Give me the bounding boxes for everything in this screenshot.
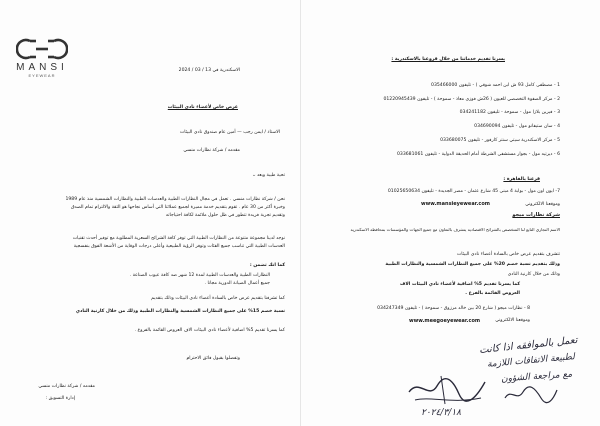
- letter-recipient: الاستاذ / ايمن رجب — أمين عام صندوق نادي البيئات: [179, 130, 280, 135]
- website-link[interactable]: www.meegoeyewear.com: [409, 318, 481, 324]
- body-line: وتقديم تجربة فريدة تتطور في ظل حلول ملائمة لكافة احتياجاته: [165, 213, 285, 218]
- meego-offer-line: وذلك بتقديم نسبة خصم 20% على جميع النظارات الشمسية والنظارات الطبية: [385, 262, 560, 267]
- handwritten-signature-icon: [401, 370, 491, 410]
- meego-offer-line: وذلك من خلال كارنية النادي: [507, 272, 560, 277]
- website-label: وموقعنا الالكتروني: [525, 202, 560, 207]
- meego-bonus-line: كما يسرنا تقديم 5% اضافية لأعضاء نادي البيئات الاف: [400, 282, 520, 287]
- signature-company: مقدمه / شركة نظارات منسي: [38, 384, 95, 389]
- body-line: وخبرة أكثر من 30 عام . تقوم بتقديم خدمة مميزة لجميع عملائنا التي أساس نجاحها هو الثقة والالتزام تمام الصدق: [70, 205, 285, 210]
- bonus-line: كما يسرنا تقديم 5% اضافية لأعضاء نادي البيئات الاف العروض القائمة بالفروع .: [134, 328, 285, 333]
- letter-page-right: [301, 0, 600, 426]
- mansi-logo-icon: [16, 38, 68, 60]
- letter-sender: مقدمه / شركة نظارات منسي: [183, 148, 240, 153]
- branch-item: 1 - مصطفى كامل 93 ش ابن احمد شوقي ) - تليفون 035466000: [431, 83, 560, 88]
- website-link[interactable]: www.mansieyewear.com: [421, 201, 490, 207]
- branch-item: 7- ايون اون مول - بوابة 4 مبنى 45 شارع عثمان - مصر الجديدة - تليفون 01025650634: [387, 189, 560, 194]
- body-line: نحن / شركة نظارات منسي . تعمل في مجال النظارات الطبية والعدسات الطبية والنظارات الشمسية منذ عام 1989: [65, 197, 285, 202]
- services-title: كما انك تضمن :: [249, 263, 285, 268]
- brand-name: MANSI: [16, 62, 68, 73]
- service-item: النظارات الطبية والعدسات الطبية لمدة 12 شهر ضد كافة عيوب الصناعة .: [129, 273, 270, 278]
- branch-item: 2 - مركز الصفوة التخصصي للعيون ( 26ش فوزي معاذ - سموحة ) - تليفون 01220945439: [383, 97, 560, 102]
- branch-item: 3 - فيرين بلازا مول - سموحة - تليفون 034241182: [459, 110, 560, 115]
- meego-title: شركة نظارات ميجو: [512, 212, 560, 218]
- offer-line: كما تشرفنا بتقديم عرض خاص بالسادة أعضاء نادي البيئات وذلك بتقديم: [151, 296, 285, 301]
- service-item: جميع أعمال الصيانة الدورية مجانا .: [204, 281, 270, 286]
- handwritten-note-line: مع مراجعة الشؤون: [500, 369, 573, 385]
- branch-item: 5 - مركز الاسكندرية سيتي سنتر كارفور - تليفون 033680075: [440, 138, 560, 143]
- meego-bonus-line: العروض القائمة بالفرع .: [465, 291, 520, 296]
- meego-offer-line: تتشرف بتقديم عرض خاص بالسادة أعضاء نادي البيئات: [456, 252, 560, 257]
- closing-line: وتفضلوا بقبول فائق الاحترام: [186, 356, 240, 361]
- branch-item: 8 - نظارات ميجو ( شارع 20 بين خالد مرزوق - سموحة ) - تليفون 034247349: [377, 306, 530, 311]
- offer-line: نسبة خصم 15% على جميع النظارات الشمسية والنظارات الطبية وذلك من خلال كارنية النادي: [75, 309, 285, 314]
- branch-item: 6 - ديرتيه مول - بجوار مستشفى الشرطة أمام الحديقة الدولية - تليفون 033681061: [396, 152, 560, 157]
- handwritten-note-line: لطبيعة الاتفاقات اللازمة: [486, 352, 576, 370]
- handwritten-date: ٢٠٢٤/٣/١٨: [421, 408, 461, 418]
- letter-date: الاسكندرية في 13 / 03 / 2024: [178, 68, 240, 73]
- meego-intro: الاسم التجاري التابع لنا المتخصص بالشرائح الاقتصادية يتشرف بالتعاون مع جميع الجهات والمؤسسات بمحافظة الاسكندرية: [350, 227, 560, 232]
- branch-item: 4 - سان ستيفانو مول - تليفون 034690094: [474, 124, 560, 129]
- website-label: وموقعنا الالكتروني: [495, 318, 530, 323]
- handwritten-note-line: تعمل بالموافقه اذا كانت: [478, 334, 579, 357]
- cairo-branch-title: فرعنا بالقاهرة :: [503, 177, 540, 182]
- letter-subject: عرض خاص لأعضاء نادي البيئات: [167, 105, 238, 110]
- brand-subtitle: EYEWEAR: [28, 73, 56, 78]
- alex-branches-title: يسرنا تقديم خدماتنا من خلال فروعنا بالاسكندرية :: [391, 57, 505, 62]
- handwritten-initials-icon: [501, 384, 561, 406]
- body-line: العدسات الطبية التي تناسب جميع الفئات وتوفر الرؤية الطبيعية وأعلى درجات الوقاية من الأشعة الفوق بنفسجية: [73, 244, 285, 249]
- letter-greeting: تحية طيبة وبعد ،،: [252, 173, 285, 178]
- signature-dept: إدارة التسويق :: [45, 396, 75, 401]
- body-line: نوجد لدينا مجموعة متنوعة من النظارات الطبية التي توفر كافة الشرائح السعرية المطلوبة مع توفير أحدث تقنيات: [72, 236, 285, 241]
